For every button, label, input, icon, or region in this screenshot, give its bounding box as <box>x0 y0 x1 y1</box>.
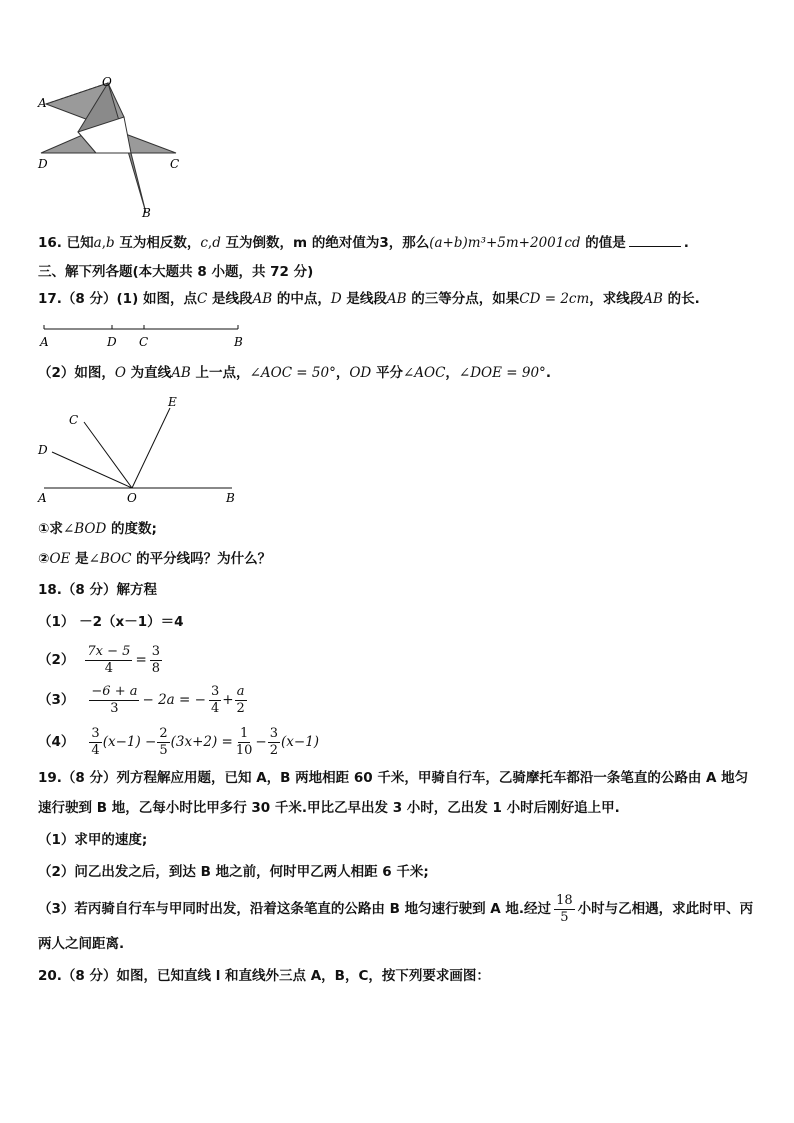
seg-label-d: D <box>107 335 117 349</box>
label-c: C <box>170 157 180 171</box>
equation-2: （2） $\frac{7x - 5}{4}$ = $\frac{3}{8}$ <box>38 643 161 676</box>
answer-blank[interactable] <box>629 232 681 247</box>
ang-label-a: A <box>38 491 47 505</box>
question-17-sub2: ②OE 是∠BOC 的平分线吗？为什么？ <box>38 551 272 567</box>
question-16: 16. 已知a,b 互为相反数，c,d 互为倒数，m 的绝对值为3，那么(a+b)m³+5m+2001cd 的值是 . <box>38 232 689 253</box>
label-b: B <box>142 206 151 220</box>
seg-label-a: A <box>40 335 49 349</box>
triangle-figure <box>36 76 196 221</box>
question-19-sub3: （3）若丙骑自行车与甲同时出发，沿着这条笔直的公路由 B 地匀速行驶到 A 地.经过 $\frac{18}{5}$ 小时与乙相遇，求此时甲、丙 <box>38 892 754 925</box>
label-o: O <box>102 76 112 89</box>
question-19-sub2: （2）问乙出发之后，到达 B 地之前，何时甲乙两人相距 6 千米; <box>38 864 429 880</box>
ang-label-c: C <box>69 413 79 427</box>
question-17-part1: 17.（8 分）(1) 如图，点C 是线段AB 的中点，D 是线段AB 的三等分点，如果CD = 2cm，求线段AB 的长. <box>38 291 700 307</box>
question-19-line2: 速行驶到 B 地，乙每小时比甲多行 30 千米.甲比乙早出发 3 小时，乙出发 1 小时后刚好追上甲. <box>38 800 620 816</box>
ang-label-e: E <box>168 395 177 409</box>
question-19-line1: 19.（8 分）列方程解应用题，已知 A，B 两地相距 60 千米，甲骑自行车，乙骑摩托车都沿一条笔直的公路由 A 地匀 <box>38 770 749 786</box>
question-20: 20.（8 分）如图，已知直线 l 和直线外三点 A，B，C，按下列要求画图： <box>38 968 490 984</box>
ang-label-d: D <box>38 443 48 457</box>
label-d: D <box>38 157 48 171</box>
ang-label-o: O <box>127 491 137 505</box>
section-title: 三、解下列各题(本大题共 8 小题，共 72 分) <box>38 264 314 280</box>
seg-label-c: C <box>139 335 149 349</box>
question-17-sub1: ①求∠BOD 的度数; <box>38 521 157 537</box>
ang-label-b: B <box>226 491 235 505</box>
equation-1: （1） －2（x－1）＝4 <box>38 614 184 630</box>
question-18-title: 18.（8 分）解方程 <box>38 582 158 598</box>
equation-3: （3） $\frac{-6 + a}{3}$ − 2a = − $\frac{3}{4}$ + $\frac{a}{2}$ <box>38 683 245 716</box>
seg-label-b: B <box>234 335 243 349</box>
question-17-part2: （2）如图，O 为直线AB 上一点，∠AOC = 50°，OD 平分∠AOC，∠DOE = 90°. <box>38 365 551 381</box>
label-a: A <box>38 96 47 110</box>
angle-figure <box>36 394 242 506</box>
equation-4: （4） $\frac{3}{4}$ (x−1) − $\frac{2}{5}$ (3x+2) = $\frac{1}{10}$ − $\frac{3}{2}$ (x−1) <box>38 725 320 758</box>
question-19-sub1: （1）求甲的速度; <box>38 832 148 848</box>
question-19-sub3-line2: 两人之间距离. <box>38 936 125 952</box>
segment-figure <box>38 320 248 352</box>
